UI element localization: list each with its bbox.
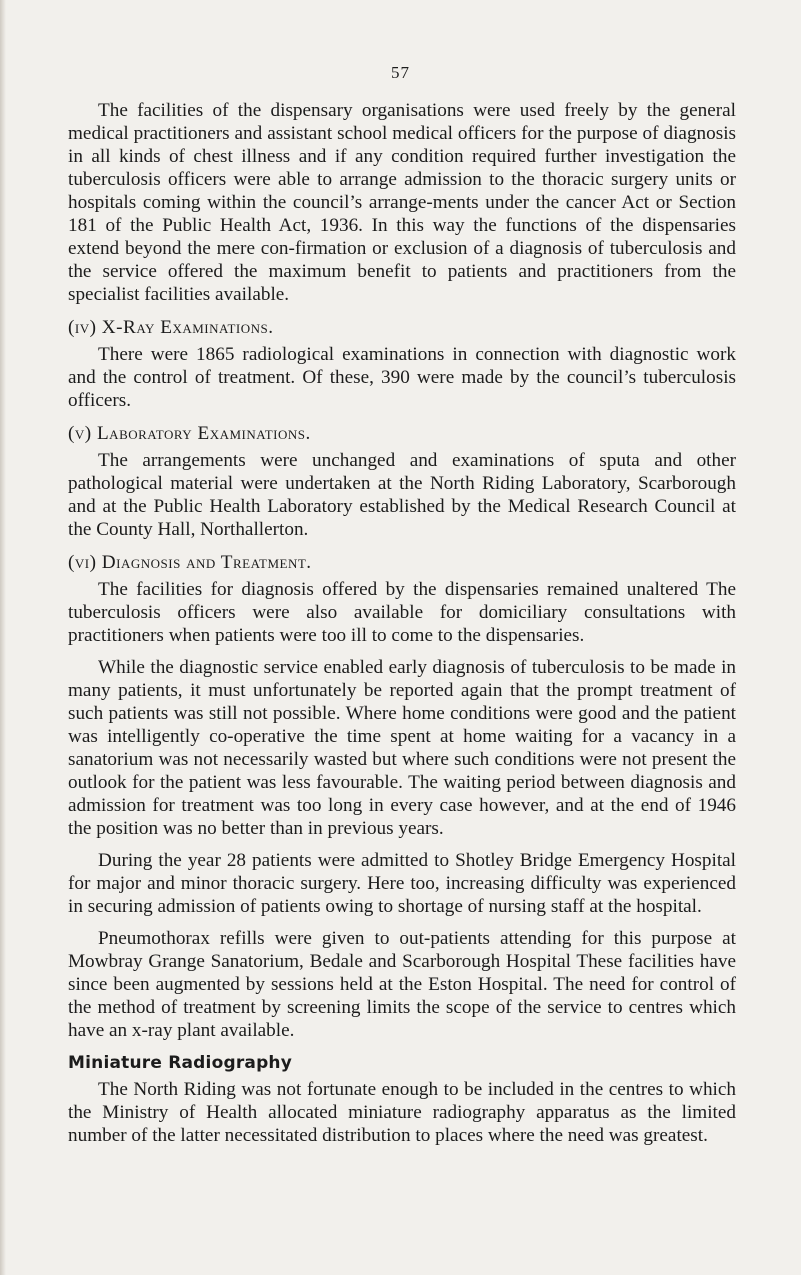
paragraph-xray: There were 1865 radiological examinations in connection with diagnostic work and the control of treatment. Of these, 390 were made by the council’s tuberculosis officers. (68, 344, 736, 411)
paragraph-diagnosis-3: During the year 28 patients were admitted to Shotley Bridge Emergency Hospital for major and minor thoracic surgery. Here too, increasing difficulty was experienced in securing admission of patients owing to shortage of nursing staff at the hospital. (68, 850, 736, 917)
document-body (68, 99, 736, 1147)
paragraph-diagnosis-2: While the diagnostic service enabled early diagnosis of tuberculosis to be made in many patients, it must unfortunately be reported again that the prompt treatment of such patients was still not possible. Where home conditions were good and the patient was intelligently co-operative the time spent at home waiting for a vacancy in a sanatorium was not necessarily wasted but where such conditions were not present the outlook for the patient was less favourable. The waiting period between diagnosis and admission for treatment was too long in every case however, and at the end of 1946 the position was no better than in previous years. (68, 657, 736, 839)
page-edge (0, 0, 6, 1275)
paragraph-laboratory: The arrangements were unchanged and examinations of sputa and other pathological material were undertaken at the North Riding Laboratory, Scarborough and at the Public Health Laboratory established by the Medical Research Council at the County Hall, Northallerton. (68, 450, 736, 540)
heading-miniature-radiography: Miniature Radiography (68, 1053, 293, 1073)
heading-laboratory-examinations: (v) Laboratory Examinations. (68, 423, 311, 444)
paragraph-diagnosis-1: The facilities for diagnosis offered by the dispensaries remained unaltered The tuberculosis officers were also available for domiciliary consultations with practitioners when patients were too ill to come to the dispensaries. (68, 579, 736, 646)
heading-xray-examinations: (iv) X-Ray Examinations. (68, 317, 274, 338)
paragraph-intro: The facilities of the dispensary organisations were used freely by the general medical practitioners and assistant school medical officers for the purpose of diagnosis in all kinds of chest illness and if any condition required further investigation the tuberculosis officers were able to arrange admission to the thoracic surgery units or hospitals coming within the council’s arrange-ments under the cancer Act or Section 181 of the Public Health Act, 1936. In this way the functions of the dispensaries extend beyond the mere con-firmation or exclusion of a diagnosis of tuberculosis and the service offered the maximum benefit to patients and practitioners from the specialist facilities available. (68, 100, 736, 305)
paragraph-miniature-radiography: The North Riding was not fortunate enough to be included in the centres to which the Ministry of Health allocated miniature radiography apparatus as the limited number of the latter necessitated distribution to places where the need was greatest. (68, 1079, 736, 1146)
page-number: 57 (391, 63, 410, 82)
paragraph-diagnosis-4: Pneumothorax refills were given to out-patients attending for this purpose at Mowbray Grange Sanatorium, Bedale and Scarborough Hospital These facilities have since been augmented by sessions held at the Eston Hospital. The need for control of the method of treatment by screening limits the scope of the service to centres which have an x-ray plant available. (68, 928, 736, 1041)
heading-diagnosis-treatment: (vi) Diagnosis and Treatment. (68, 552, 312, 573)
